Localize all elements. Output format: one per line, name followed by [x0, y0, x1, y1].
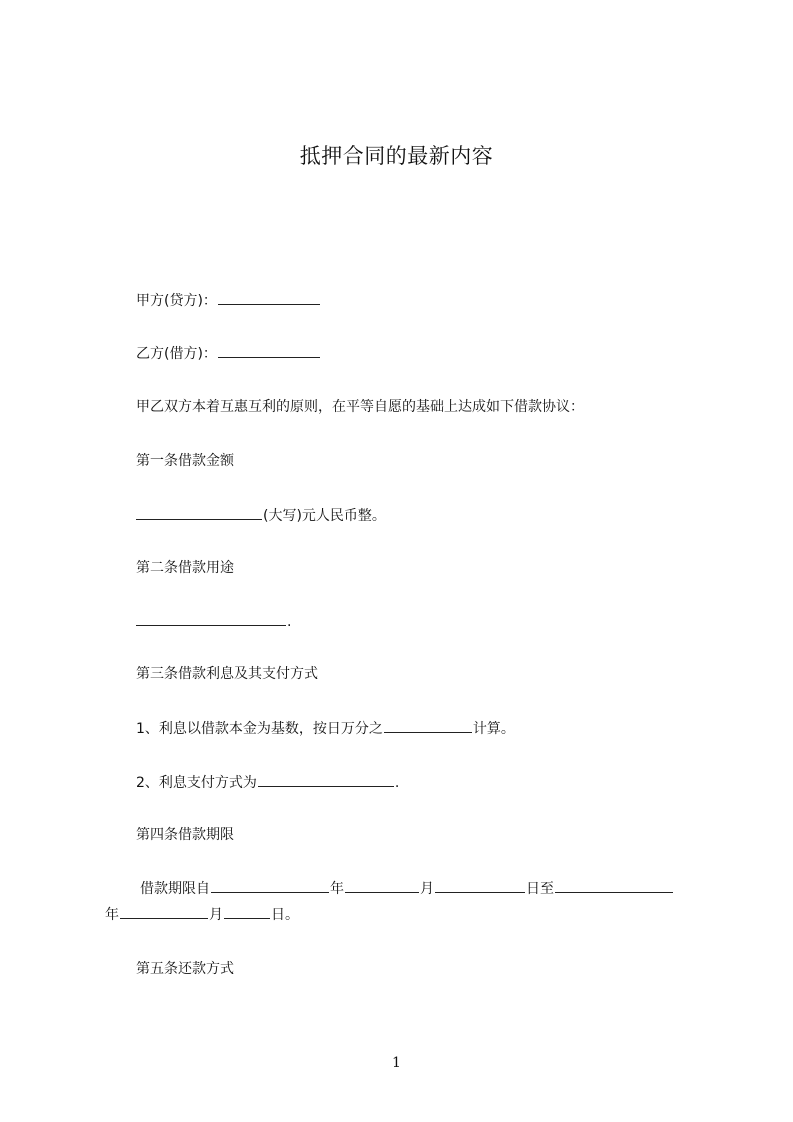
party-b-label: 乙方(借方)：	[136, 346, 217, 362]
article-1-line	[136, 505, 386, 526]
article-3-item-1	[136, 718, 515, 739]
document-title: 抵押合同的最新内容	[299, 144, 494, 168]
page-number: 1	[392, 1055, 401, 1071]
purpose-blank	[136, 611, 286, 626]
start-month-label: 月	[420, 881, 434, 897]
party-a-label: 甲方(贷方)：	[136, 293, 217, 309]
article-3-heading: 第三条借款利息及其支付方式	[136, 666, 318, 682]
payment-method-prefix: 2、利息支付方式为	[136, 775, 257, 791]
start-month-blank	[345, 878, 419, 893]
payment-method-suffix: .	[394, 775, 400, 791]
start-day-blank	[435, 878, 525, 893]
article-4-heading: 第四条借款期限	[136, 827, 234, 843]
end-day-label: 日。	[271, 907, 299, 923]
payment-method-blank	[258, 772, 394, 787]
end-month-label: 月	[209, 907, 223, 923]
term-prefix: 借款期限自	[140, 881, 210, 897]
amount-blank	[136, 505, 262, 520]
interest-rate-blank	[384, 718, 472, 733]
purpose-end: .	[287, 614, 292, 630]
article-4-line-1	[140, 878, 674, 899]
interest-rate-suffix: 计算。	[472, 721, 515, 737]
end-month-blank	[120, 904, 208, 919]
article-1-heading: 第一条借款金额	[136, 453, 234, 469]
end-day-blank	[224, 904, 270, 919]
start-year-label: 年	[330, 881, 344, 897]
interest-rate-prefix: 1、利息以借款本金为基数，按日万分之	[136, 721, 383, 737]
start-day-label: 日至	[526, 881, 554, 897]
article-3-item-2	[136, 772, 399, 793]
end-year-label: 年	[105, 907, 119, 923]
party-b-line	[136, 343, 321, 364]
start-year-blank	[211, 878, 329, 893]
article-5-heading: 第五条还款方式	[136, 961, 234, 977]
party-a-line	[136, 290, 321, 311]
article-2-heading: 第二条借款用途	[136, 560, 234, 576]
article-4-line-2	[105, 904, 299, 925]
end-year-blank	[555, 878, 673, 893]
party-b-blank	[218, 343, 320, 358]
party-a-blank	[218, 290, 320, 305]
intro-paragraph: 甲乙双方本着互惠互利的原则，在平等自愿的基础上达成如下借款协议：	[136, 399, 584, 415]
article-2-line	[136, 611, 291, 632]
amount-text: (大写)元人民币整。	[263, 508, 386, 524]
